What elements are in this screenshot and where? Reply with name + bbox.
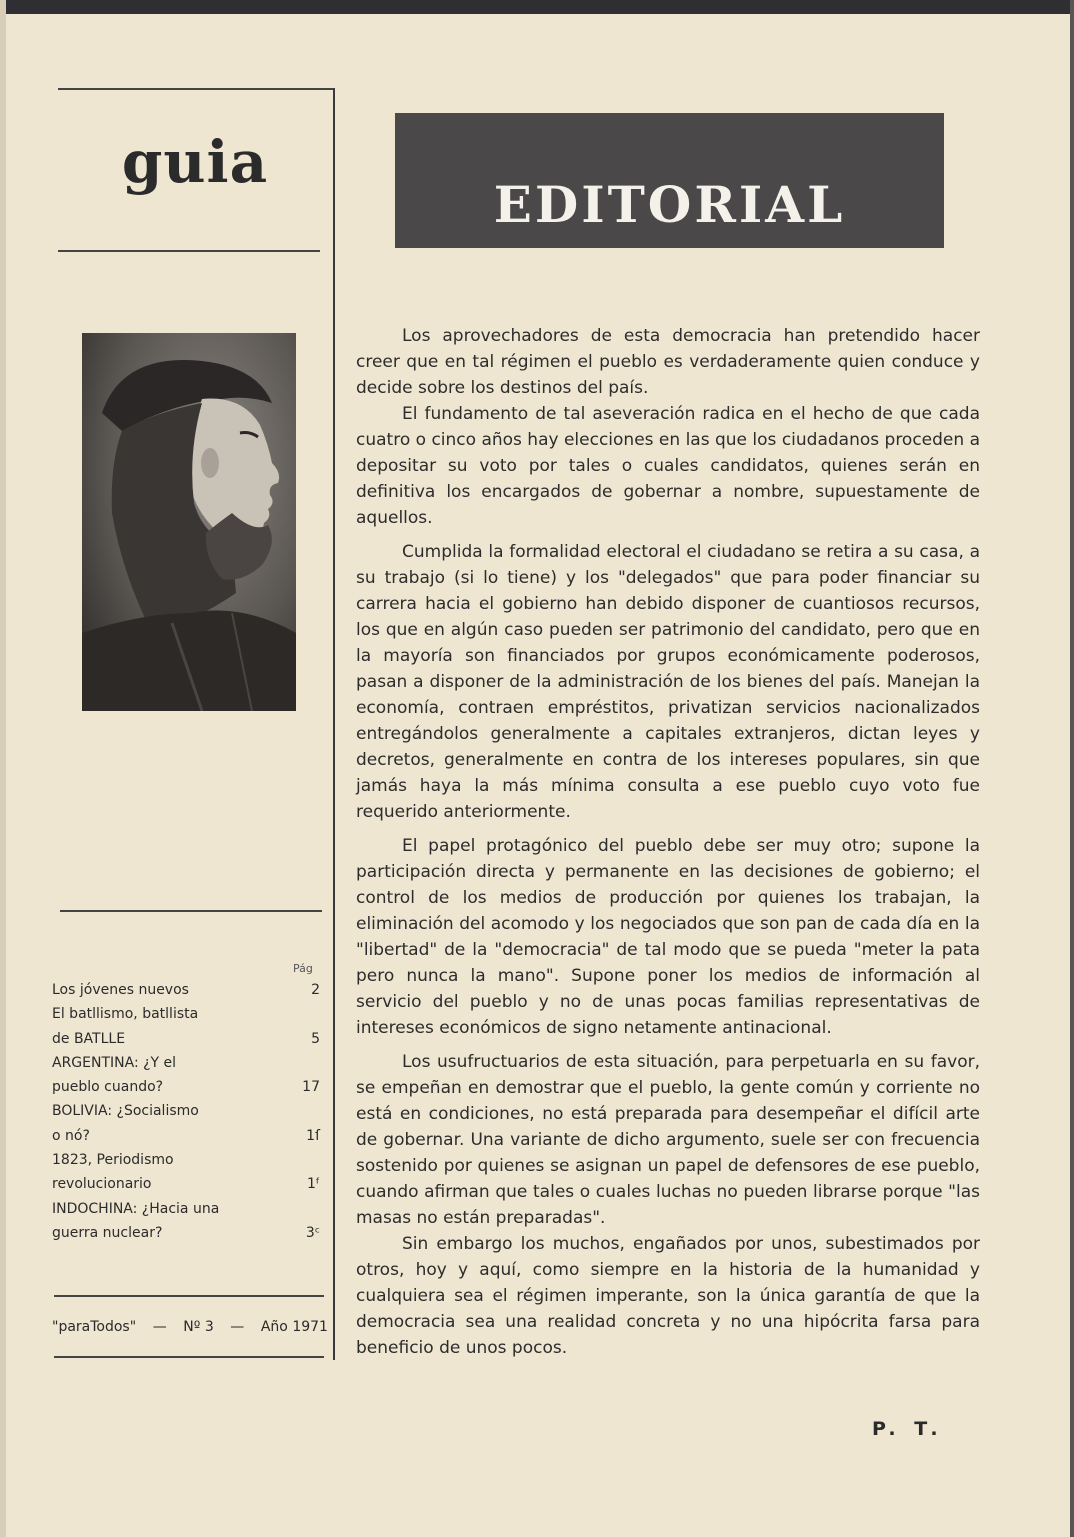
table-of-contents — [52, 978, 322, 1245]
toc-line[interactable] — [52, 1075, 322, 1099]
toc-page-number: 1ſ — [306, 1127, 320, 1144]
toc-title: BOLIVIA: ¿Socialismo — [52, 1103, 199, 1120]
editorial-body — [356, 323, 980, 1361]
toc-title: INDOCHINA: ¿Hacia una — [52, 1200, 220, 1217]
toc-title: revolucionario — [52, 1176, 152, 1193]
toc-title: guerra nuclear? — [52, 1224, 163, 1241]
toc-line[interactable] — [52, 1124, 322, 1148]
toc-line[interactable] — [52, 1172, 322, 1196]
editorial-paragraph: Cumplida la formalidad electoral el ciudadano se retira a su casa, a su trabajo (si lo tiene) y los "delegados" que para poder financiar su carrera hacia el gobierno han debido disponer de cuantiosos recursos, los que en algún caso pueden ser patrimonio del candidato, pero que en la mayoría son financiados por grupos económicamente poderosos, pasan a disponer de la administración de los bienes del país. Manejan la economía, contraen empréstitos, privatizan servicios nacionalizados entregándolos generalmente a capitales extranjeros, dictan leyes y decretos, generalmente en contra de los intereses populares, sin que jamás haya la más mínima consulta a ese pueblo cuyo voto fue requerido anteriormente. — [356, 542, 980, 822]
footer-dash: — — [152, 1319, 167, 1335]
footer-top-rule — [54, 1295, 324, 1297]
editorial-heading-box — [395, 113, 944, 248]
toc-title: de BATLLE — [52, 1030, 126, 1047]
editorial-paragraph: Los aprovechadores de esta democracia han pretendido hacer creer que en tal régimen el pueblo es verdaderamente quien conduce y decide sobre los destinos del país. — [356, 326, 980, 398]
contents-top-rule — [60, 910, 322, 912]
publication-year: Año 1971 — [260, 1319, 328, 1335]
publication-footer — [52, 1319, 328, 1335]
toc-page-number: 5 — [311, 1030, 320, 1047]
toc-title: 1823, Periodismo — [52, 1152, 174, 1169]
page-left-edge — [0, 0, 6, 1537]
author-signature: P. T. — [872, 1418, 944, 1440]
toc-page-number: 3ᶜ — [305, 1224, 320, 1241]
section-title-guia: guia — [121, 128, 269, 196]
sidebar-top-rule — [58, 88, 334, 90]
editorial-heading: EDITORIAL — [493, 175, 846, 234]
toc-line[interactable] — [52, 1027, 322, 1051]
page-right-edge — [1070, 0, 1074, 1537]
toc-line[interactable] — [52, 1148, 322, 1172]
publication-name: "paraTodos" — [52, 1319, 137, 1335]
toc-title: El batllismo, batllista — [52, 1006, 199, 1023]
toc-page-number: 1ᶠ — [306, 1176, 320, 1193]
editorial-paragraph: Sin embargo los muchos, engañados por unos, subestimados por otros, hoy y aquí, como siempre en la historia de la humanidad y cualquiera sea el régimen imperante, son la única garantía de que la democracia sea una realidad concreta y no una hipócrita farsa para beneficio de unos pocos. — [356, 1234, 980, 1358]
editorial-paragraph: El papel protagónico del pueblo debe ser muy otro; supone la participación directa y permanente en las decisiones de gobierno; el control de los medios de producción por quienes los trabajan, la eliminación del acomodo y los negociados que son pan de cada día en la "libertad" de la "democracia" de tal modo que se pueda "meter la pata pero nunca la mano". Supone poner los medios de información al servicio del pueblo y no de unas pocas familias representativas de intereses económicos de signo netamente antinacional. — [356, 836, 980, 1038]
issue-number: Nº 3 — [183, 1319, 214, 1335]
footer-dash: — — [230, 1319, 245, 1335]
title-bottom-rule — [58, 250, 320, 252]
toc-title: ARGENTINA: ¿Y el — [52, 1054, 177, 1071]
editorial-paragraph: El fundamento de tal aseveración radica en el hecho de que cada cuatro o cinco años hay elecciones en las que los ciudadanos proceden a depositar su voto por tales o cuales candidatos, quienes serán en definitiva los encargados de gobernar a nombre, supuestamente de aquellos. — [356, 404, 980, 528]
toc-line[interactable] — [52, 1197, 322, 1221]
toc-title: Los jóvenes nuevos — [52, 982, 189, 998]
page-top-border — [0, 0, 1074, 14]
toc-line[interactable] — [52, 978, 322, 1002]
footer-bottom-rule — [54, 1356, 324, 1358]
toc-title: pueblo cuando? — [52, 1079, 164, 1096]
sidebar-divider — [333, 88, 335, 1360]
toc-line[interactable] — [52, 1051, 322, 1075]
editorial-paragraph: Los usufructuarios de esta situación, para perpetuarla en su favor, se empeñan en demostrar que el pueblo, la gente común y corriente no está en condiciones, no está preparada para desempeñar el difícil arte de gobernar. Una variante de dicho argumento, suele ser con frecuencia sostenido por quienes se asignan un papel de defensores de ese pueblo, cuando afirman que tales o cuales luchas no pueden librarse porque "las masas no están preparadas". — [356, 1052, 980, 1228]
toc-page-number: 2 — [311, 982, 320, 998]
toc-line[interactable] — [52, 1099, 322, 1123]
toc-line[interactable] — [52, 1221, 322, 1245]
toc-title: o nó? — [52, 1127, 90, 1144]
toc-line[interactable] — [52, 1002, 322, 1026]
toc-page-number: 17 — [302, 1079, 320, 1096]
page-column-header: Pág — [293, 962, 313, 975]
portrait-photo — [82, 333, 296, 711]
